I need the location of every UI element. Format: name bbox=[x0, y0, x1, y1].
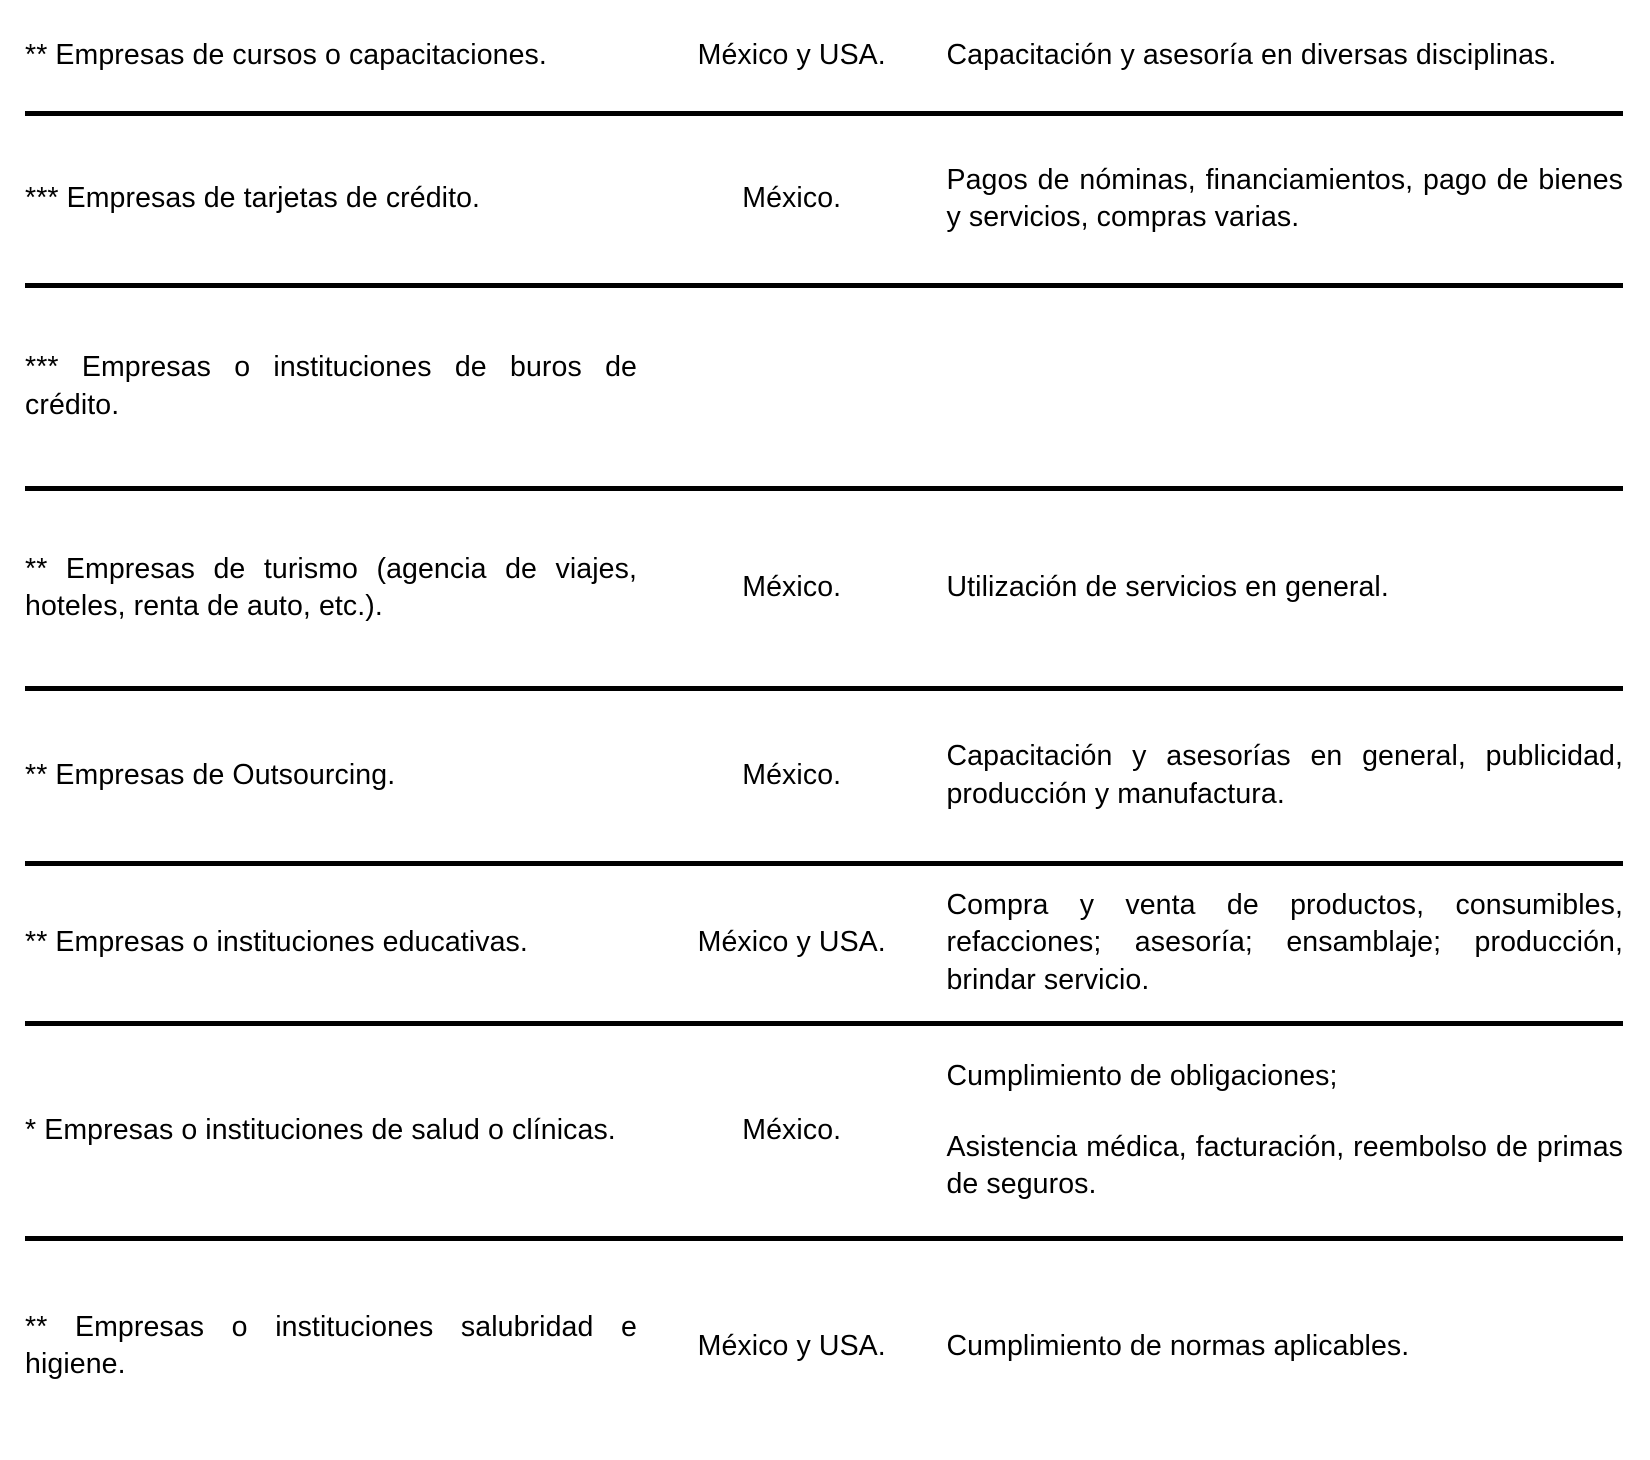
purpose-text bbox=[946, 382, 1623, 392]
entity-text: * Empresas o instituciones de salud o clínicas. bbox=[25, 1113, 616, 1146]
country-text: México. bbox=[742, 1113, 842, 1146]
cell-entity bbox=[25, 113, 637, 285]
purpose-text: Capacitación y asesorías en general, publicidad, producción y manufactura. bbox=[946, 740, 1623, 810]
entity-text: ** Empresas de turismo (agencia de viajes, hoteles, renta de auto, etc.). bbox=[25, 552, 637, 622]
country-text: México. bbox=[742, 182, 842, 215]
cell-country bbox=[637, 863, 947, 1023]
entity-text: *** Empresas de tarjetas de crédito. bbox=[25, 182, 481, 215]
cell-purpose bbox=[946, 863, 1623, 1023]
cell-entity bbox=[25, 488, 637, 688]
cell-entity bbox=[25, 688, 637, 863]
country-text bbox=[637, 382, 947, 392]
cell-country bbox=[637, 688, 947, 863]
country-text: México y USA. bbox=[697, 926, 886, 959]
cell-entity bbox=[25, 285, 637, 488]
entity-text: ** Empresas o instituciones salubridad e higiene. bbox=[25, 1311, 637, 1381]
table-row bbox=[25, 113, 1623, 285]
entity-text: *** Empresas o instituciones de buros de crédito. bbox=[25, 351, 637, 421]
purpose-text: Cumplimiento de normas aplicables. bbox=[946, 1329, 1410, 1362]
cell-country bbox=[637, 1238, 947, 1452]
purpose-paragraph: Asistencia médica, facturación, reembolso de primas de seguros. bbox=[946, 1130, 1623, 1201]
country-text: México. bbox=[742, 571, 842, 604]
purpose-text-group bbox=[946, 1058, 1623, 1203]
table-body bbox=[25, 0, 1623, 1452]
cell-country bbox=[637, 0, 947, 113]
services-table bbox=[25, 0, 1623, 1452]
cell-country bbox=[637, 285, 947, 488]
table-row bbox=[25, 285, 1623, 488]
cell-purpose bbox=[946, 488, 1623, 688]
table-row bbox=[25, 1023, 1623, 1238]
cell-country bbox=[637, 113, 947, 285]
table-row bbox=[25, 1238, 1623, 1452]
table-row bbox=[25, 488, 1623, 688]
cell-country bbox=[637, 1023, 947, 1238]
country-text: México y USA. bbox=[697, 38, 886, 71]
cell-entity bbox=[25, 863, 637, 1023]
table-row bbox=[25, 863, 1623, 1023]
table-row bbox=[25, 0, 1623, 113]
cell-country bbox=[637, 488, 947, 688]
cell-entity bbox=[25, 1023, 637, 1238]
entity-text: ** Empresas o instituciones educativas. bbox=[25, 926, 528, 959]
purpose-text: Capacitación y asesoría en diversas disciplinas. bbox=[946, 38, 1557, 71]
entity-text: ** Empresas de cursos o capacitaciones. bbox=[25, 38, 547, 71]
cell-purpose bbox=[946, 1023, 1623, 1238]
cell-entity bbox=[25, 1238, 637, 1452]
cell-purpose bbox=[946, 688, 1623, 863]
purpose-text: Pagos de nóminas, financiamientos, pago de bienes y servicios, compras varias. bbox=[946, 163, 1623, 233]
cell-purpose bbox=[946, 113, 1623, 285]
cell-purpose bbox=[946, 1238, 1623, 1452]
country-text: México. bbox=[742, 758, 842, 791]
cell-entity bbox=[25, 0, 637, 113]
cell-purpose bbox=[946, 0, 1623, 113]
cell-purpose bbox=[946, 285, 1623, 488]
purpose-text: Utilización de servicios en general. bbox=[946, 571, 1389, 604]
purpose-text: Compra y venta de productos, consumibles, refacciones; asesoría; ensamblaje; producción, brindar servicio. bbox=[946, 889, 1623, 996]
entity-text: ** Empresas de Outsourcing. bbox=[25, 758, 396, 791]
table-row bbox=[25, 688, 1623, 863]
country-text: México y USA. bbox=[697, 1329, 886, 1362]
purpose-paragraph: Cumplimiento de obligaciones; bbox=[946, 1059, 1338, 1092]
